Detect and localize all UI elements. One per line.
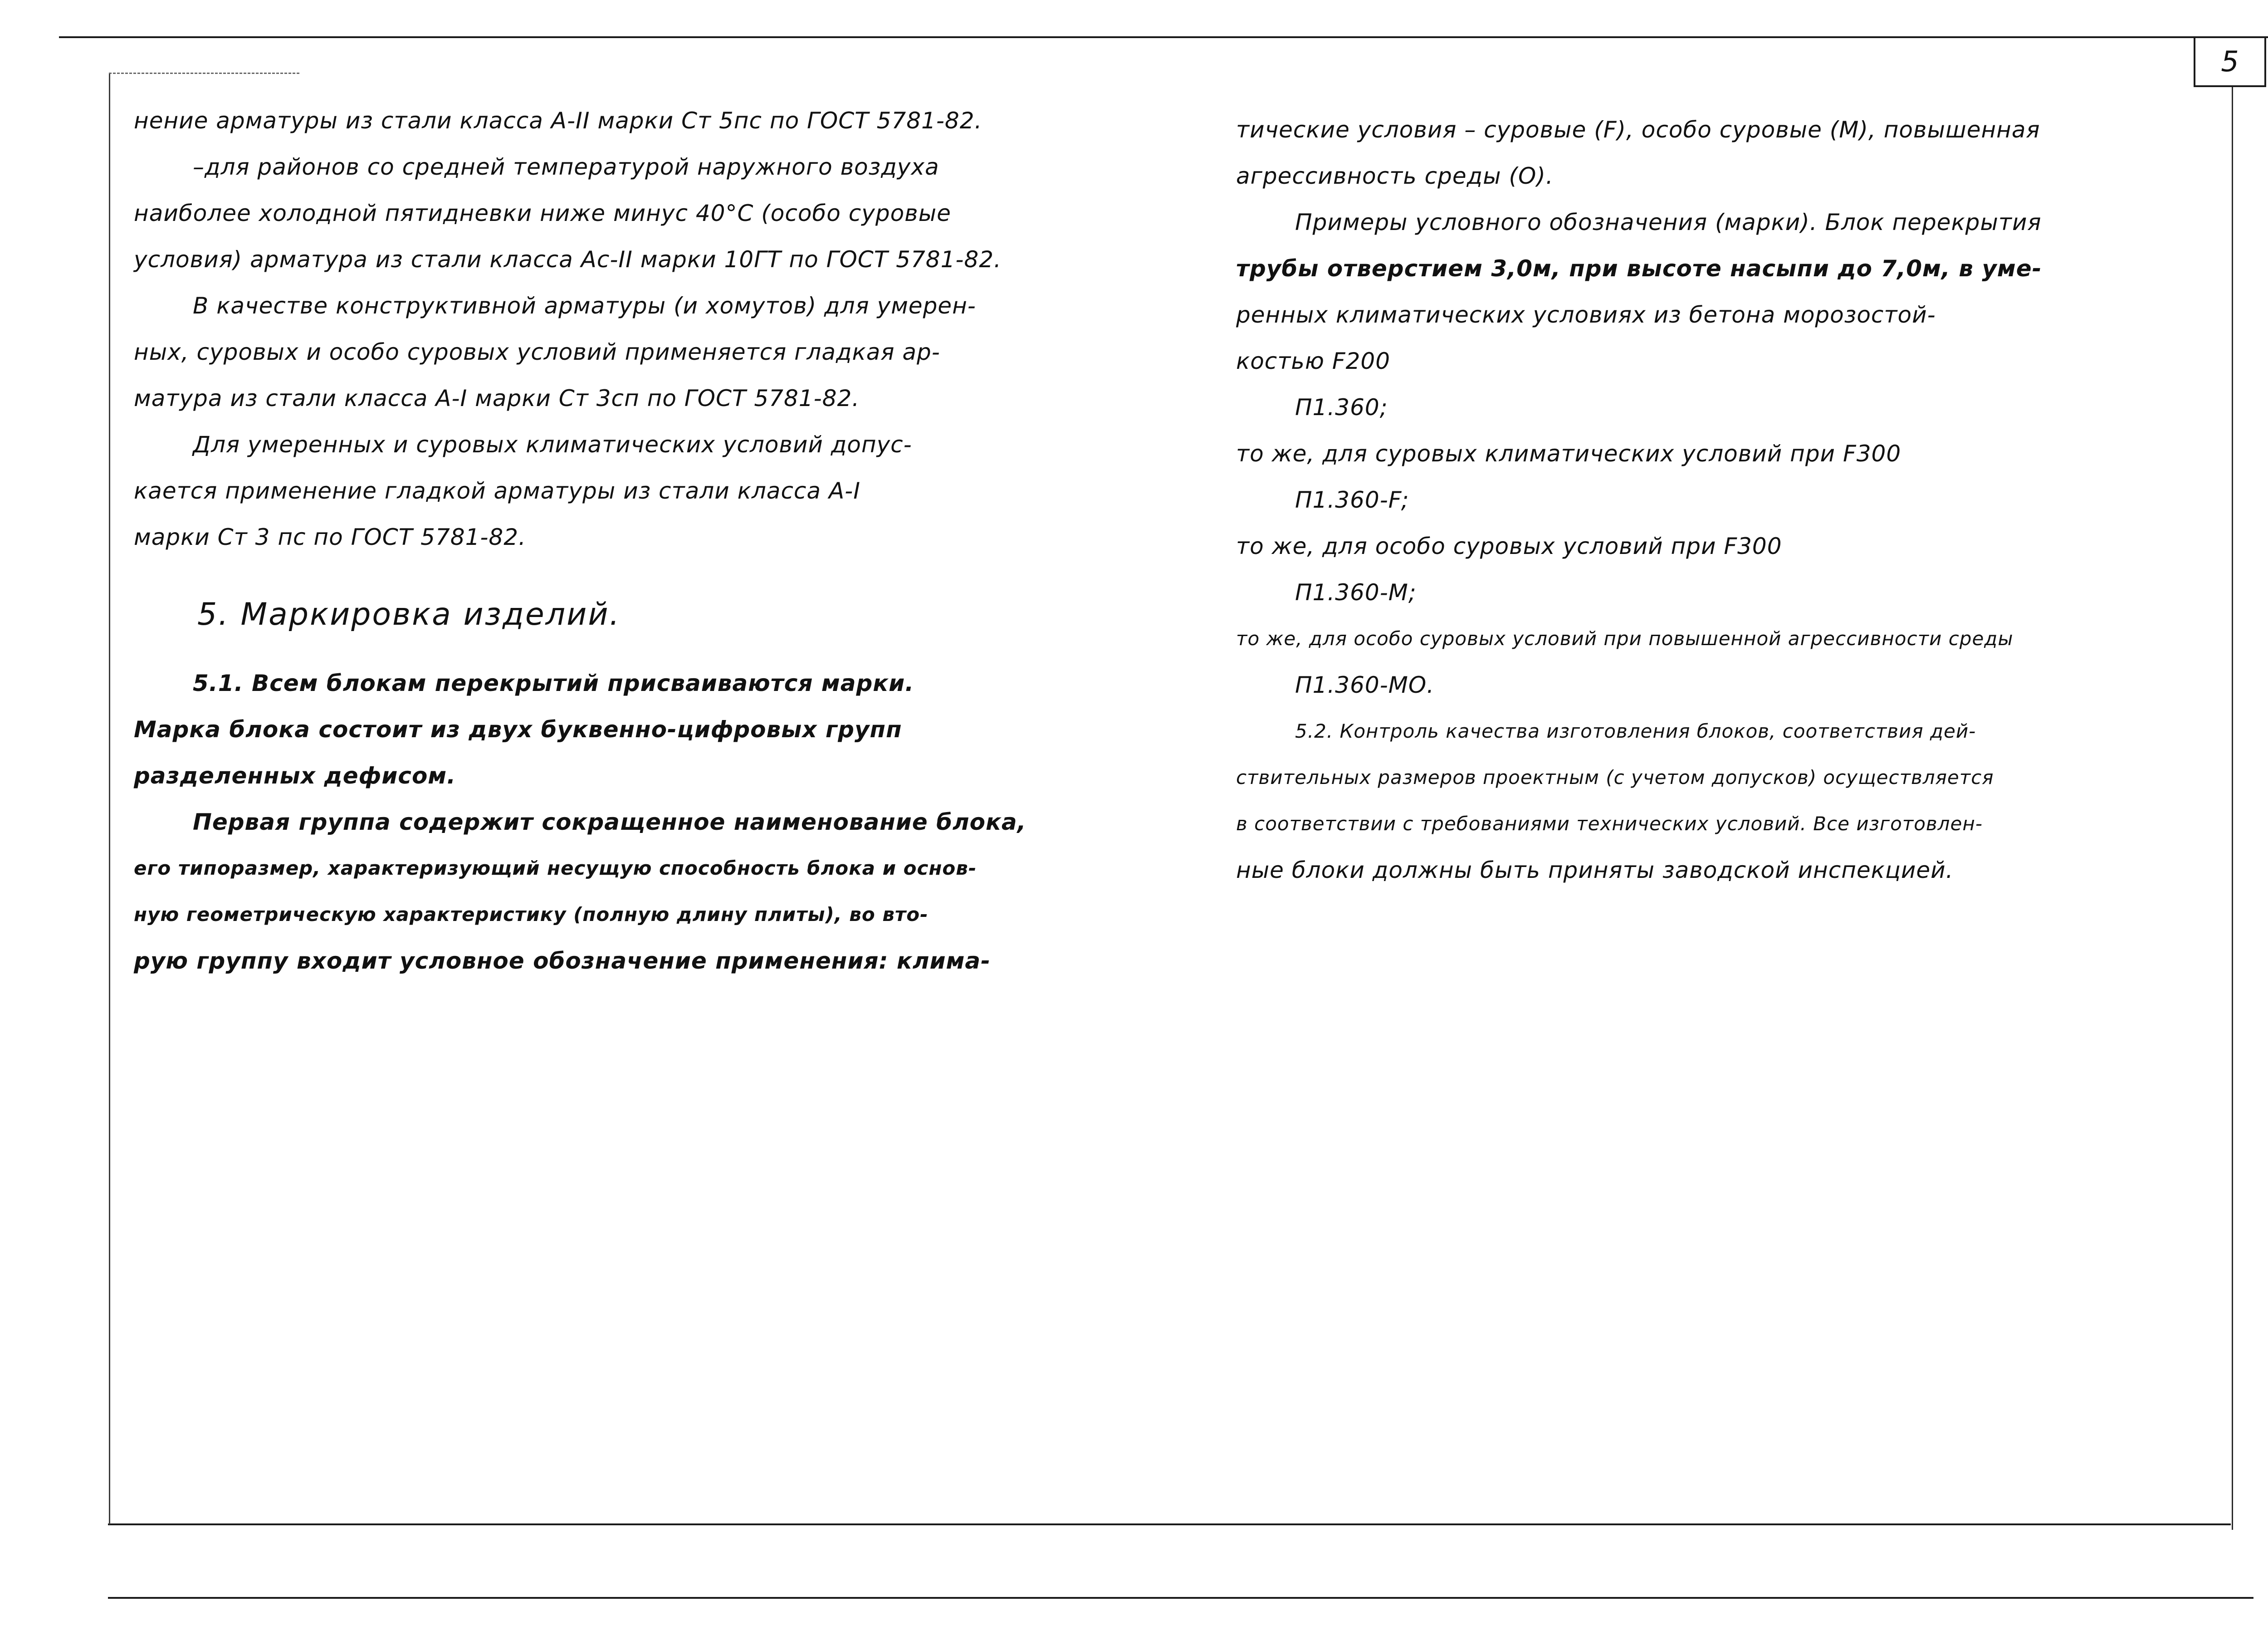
left-text-column [134, 98, 1191, 984]
text-line: рую группу входит условное обозначение применения: клима- [134, 948, 991, 974]
text-line: разделенных дефисом. [134, 763, 456, 789]
text-line: П1.360-М; [1295, 579, 1417, 606]
footer-rule [108, 1597, 2253, 1599]
section-heading: 5. Маркировка изделий. [197, 597, 621, 632]
text-line: матура из стали класса А-I марки Ст 3сп по ГОСТ 5781-82. [134, 385, 860, 411]
text-line: ренных климатических условиях из бетона морозостой- [1236, 302, 1936, 328]
text-line: его типоразмер, характеризующий несущую способность блока и основ- [134, 857, 977, 879]
text-line: агрессивность среды (О). [1236, 163, 1554, 189]
text-line: Примеры условного обозначения (марки). Блок перекрытия [1295, 209, 2042, 235]
text-line: П1.360-МО. [1295, 672, 1435, 698]
text-line: трубы отверстием 3,0м, при высоте насыпи до 7,0м, в уме- [1236, 255, 2042, 282]
text-line: ствительных размеров проектным (с учетом допусков) осуществляется [1236, 766, 1994, 789]
page-number: 5 [2221, 44, 2239, 78]
text-line: П1.360; [1295, 394, 1388, 421]
text-line: Марка блока состоит из двух буквенно-цифровых групп [134, 716, 902, 743]
text-line: Первая группа содержит сокращенное наименование блока, [193, 809, 1026, 835]
content-bottom-rule [108, 1523, 2231, 1525]
text-line: тические условия – суровые (F), особо суровые (М), повышенная [1236, 117, 2040, 143]
text-line: то же, для особо суровых условий при F300 [1236, 533, 1782, 559]
frame-left-border [109, 73, 110, 1524]
text-line: Для умеренных и суровых климатических условий допус- [193, 431, 912, 458]
text-line: ные блоки должны быть приняты заводской инспекцией. [1236, 857, 1954, 883]
text-line: наиболее холодной пятидневки ниже минус 40°С (особо суровые [134, 200, 951, 226]
frame-top-dashed-border [109, 73, 299, 74]
text-line: 5.2. Контроль качества изготовления блоков, соответствия дей- [1295, 720, 1976, 742]
text-line: в соответствии с требованиями технических условий. Все изготовлен- [1236, 813, 1983, 835]
text-line: то же, для особо суровых условий при повышенной агрессивности среды [1236, 627, 2014, 650]
text-line: П1.360-F; [1295, 487, 1409, 513]
frame-right-border [2232, 87, 2233, 1530]
right-text-column [1236, 107, 2180, 893]
text-line: нение арматуры из стали класса А-II марки Ст 5пс по ГОСТ 5781-82. [134, 108, 982, 134]
text-line: кается применение гладкой арматуры из стали класса А-I [134, 478, 860, 504]
text-line: В качестве конструктивной арматуры (и хомутов) для умерен- [193, 293, 976, 319]
text-line: условия) арматура из стали класса Ас-II марки 10ГТ по ГОСТ 5781-82. [134, 246, 1002, 273]
text-line: ных, суровых и особо суровых условий применяется гладкая ар- [134, 339, 940, 365]
text-line: костью F200 [1236, 348, 1391, 374]
text-line: ную геометрическую характеристику (полную длину плиты), во вто- [134, 903, 929, 926]
text-line: то же, для суровых климатических условий при F300 [1236, 441, 1901, 467]
top-rule [59, 36, 2268, 38]
page-number-box [2194, 37, 2266, 87]
text-line: 5.1. Всем блокам перекрытий присваиваются марки. [193, 670, 914, 696]
text-line: –для районов со средней температурой наружного воздуха [193, 154, 939, 180]
text-line: марки Ст 3 пс по ГОСТ 5781-82. [134, 524, 526, 550]
